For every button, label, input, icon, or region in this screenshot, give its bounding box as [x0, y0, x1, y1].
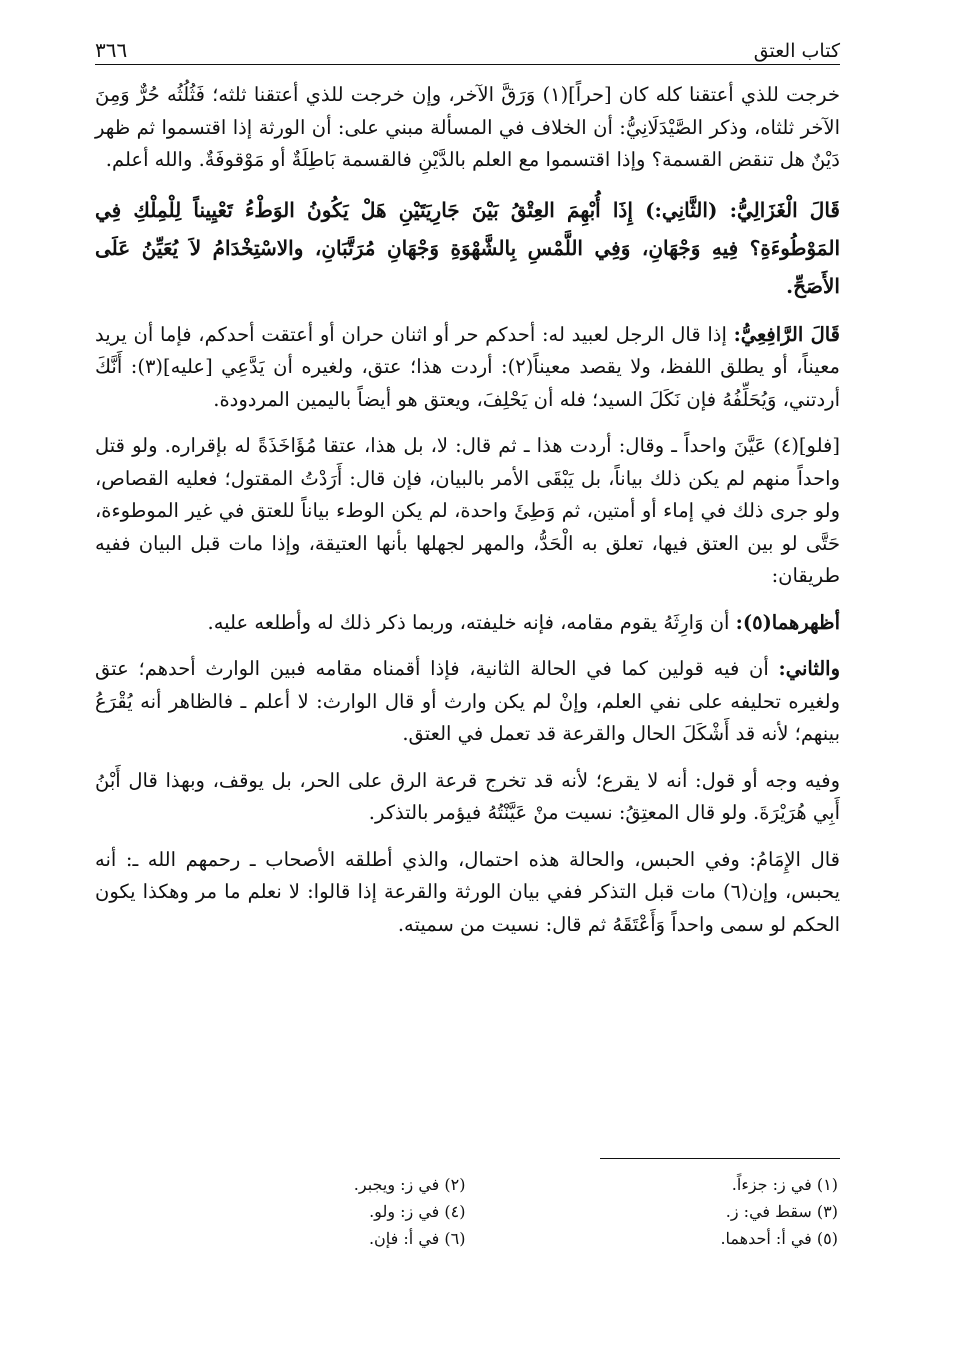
paragraph — [95, 607, 840, 640]
footnote-divider — [600, 1158, 840, 1159]
footnote: (٣) سقط في: ز. — [725, 1202, 838, 1221]
footnote: (٥) في أ: أحدهما. — [720, 1229, 838, 1248]
footnote: (٢) في ز: ويجبر. — [353, 1175, 466, 1194]
footnote: (٦) في أ: فإن. — [368, 1229, 466, 1248]
paragraph-text: قَالَ الْغَزَالِيُّ: (الثَّانِي:) إِذَا أُبْهِمَ العِتْقُ بَيْنَ جَارِيَتَيْنِ هَلْ يَكُونُ الوَطْءُ تَعْيِيناً لِلْمِلْكِ فِي المَوْطُوءَةِ؟ فِيهِ وَجْهَانِ، وَفِي اللَّمْسِ بِالشَّهْوَةِ وَجْهَانِ مُرَتَّبَانِ، والاسْتِخْدَامُ لاَ يُعَيِّنُ عَلَى الأَصَحِّ. — [95, 197, 840, 298]
paragraph-rafii — [95, 319, 840, 417]
document-page — [95, 28, 841, 1248]
paragraph-text: خرجت للذي أعتقنا كله كان [حراً](١) وَرَقَّ الآخر، وإن خرجت للذي أعتقنا ثلثه؛ فَثُلُثُه حُرٌّ وَمِنَ الآخر ثلثاه، وذكر الصَّيْدَلَانِيُّ: أن الخلاف في المسألة مبني على: أن الورثة إذا اقتسموا ثم ظهر دَيْنٌ هل تنقض القسمة؟ وإذا اقتسموا مع العلم بالدَّيْنِ فالقسمة بَاطِلَةٌ أو مَوْقوفَةٌ. والله أعلم. — [95, 83, 841, 171]
paragraph-text: [فلو](٤) عَيَّنَ واحداً ـ وقال: أردت هذا ـ ثم قال: لا، بل هذا، عتقا مُؤَاخَذَةً له بإقراره. ولو قتل واحداً منهم لم يكن ذلك بياناً، بل يَبْقَى الأمر بالبيان، فإن قال: أَرَدْتُ المقتول؛ فعليه القصاص، ولو جرى ذلك في إماء أو أمتين، ثم وَطِئَ واحدة، لم يكن الوطء بياناً للعتق في غير الموطوءة، حَتَّى لو بين العتق فيها، تعلق به الْحَدُّ، والمهر لجهلها بأنها العتيقة، وإذا مات قبل البيان ففيه طريقان: — [95, 434, 840, 587]
footnote: (١) في ز: جزءاً. — [731, 1175, 838, 1194]
paragraph — [95, 430, 840, 593]
paragraph-text: أن وَارِثَهُ يقوم مقامه، فإنه خليفته، وربما ذكر ذلك له وأطلعه عليه. — [207, 610, 730, 634]
paragraph-ghazali — [95, 191, 840, 305]
paragraph — [95, 79, 840, 177]
paragraph-lead: قَالَ الرَّافِعِيُّ: — [733, 322, 840, 346]
body-text — [95, 79, 840, 941]
paragraph-text: قال الإِمَامُ: وفي الحبس، والحالة هذه احتمال، والذي أطلقه الأصحاب ـ رحمهم الله ـ: أنه يحبس، وإن(٦) مات قبل التذكر ففي بيان الورثة والقرعة إذا قالوا: لا نعلم ما مر وهكذا يكون الحكم لو سمى واحداً وَأَعْتَقَهُ ثم قال: نسيت من سميته. — [95, 847, 840, 936]
running-header — [95, 28, 840, 65]
paragraph-text: وفيه وجه أو قول: أنه لا يقرع؛ لأنه قد تخرج قرعة الرق على الحر، بل يوقف، وبهذا قال أَبْنُ أَبِي هُرَيْرَةَ. ولو قال المعتِقُ: نسيت منْ عَيَّنْتُهُ فيؤمر بالتذكر. — [95, 768, 840, 824]
paragraph-text: أن فيه قولين كما في الحالة الثانية، فإذا أقمناه مقامه فبين الوارث أحدهم؛ عتق ولغيره تحليفه على نفي العلم، وإنْ لم يكن وارث أو قال الوارث: لا أعلم ـ فالظاهر أنه يُقْرَعُ بينهم؛ لأنه قد أَشْكَلَ الحال والقرعة قد تعمل في العتق. — [95, 657, 840, 745]
paragraph — [95, 653, 840, 751]
book-title: كتاب العتق — [753, 40, 840, 62]
paragraph — [95, 765, 840, 830]
footnotes — [95, 1171, 840, 1252]
page-number: ٣٦٦ — [95, 38, 128, 62]
paragraph — [95, 844, 840, 942]
paragraph-lead: أظهرهما(٥): — [735, 610, 840, 634]
paragraph-text: إذا قال الرجل لعبيد له: أحدكم حر أو اثنان حران أو أعتقت أحدكم، فإما أن يريد معيناً، أو يطلق اللفظ، ولا يقصد معيناً(٢): أردت هذا؛ عتق، ولغيره أن يَدَّعِي [عليه](٣): أَنَّكَ أردتني، وَيُحَلِّفُهُ فإن نَكَلَ السيد؛ فله أن يَحْلِفَ، ويعتق هو أيضاً باليمين المردودة. — [95, 322, 841, 411]
paragraph-lead: والثاني: — [778, 657, 840, 680]
footnote: (٤) في ز: ولو. — [369, 1202, 466, 1221]
